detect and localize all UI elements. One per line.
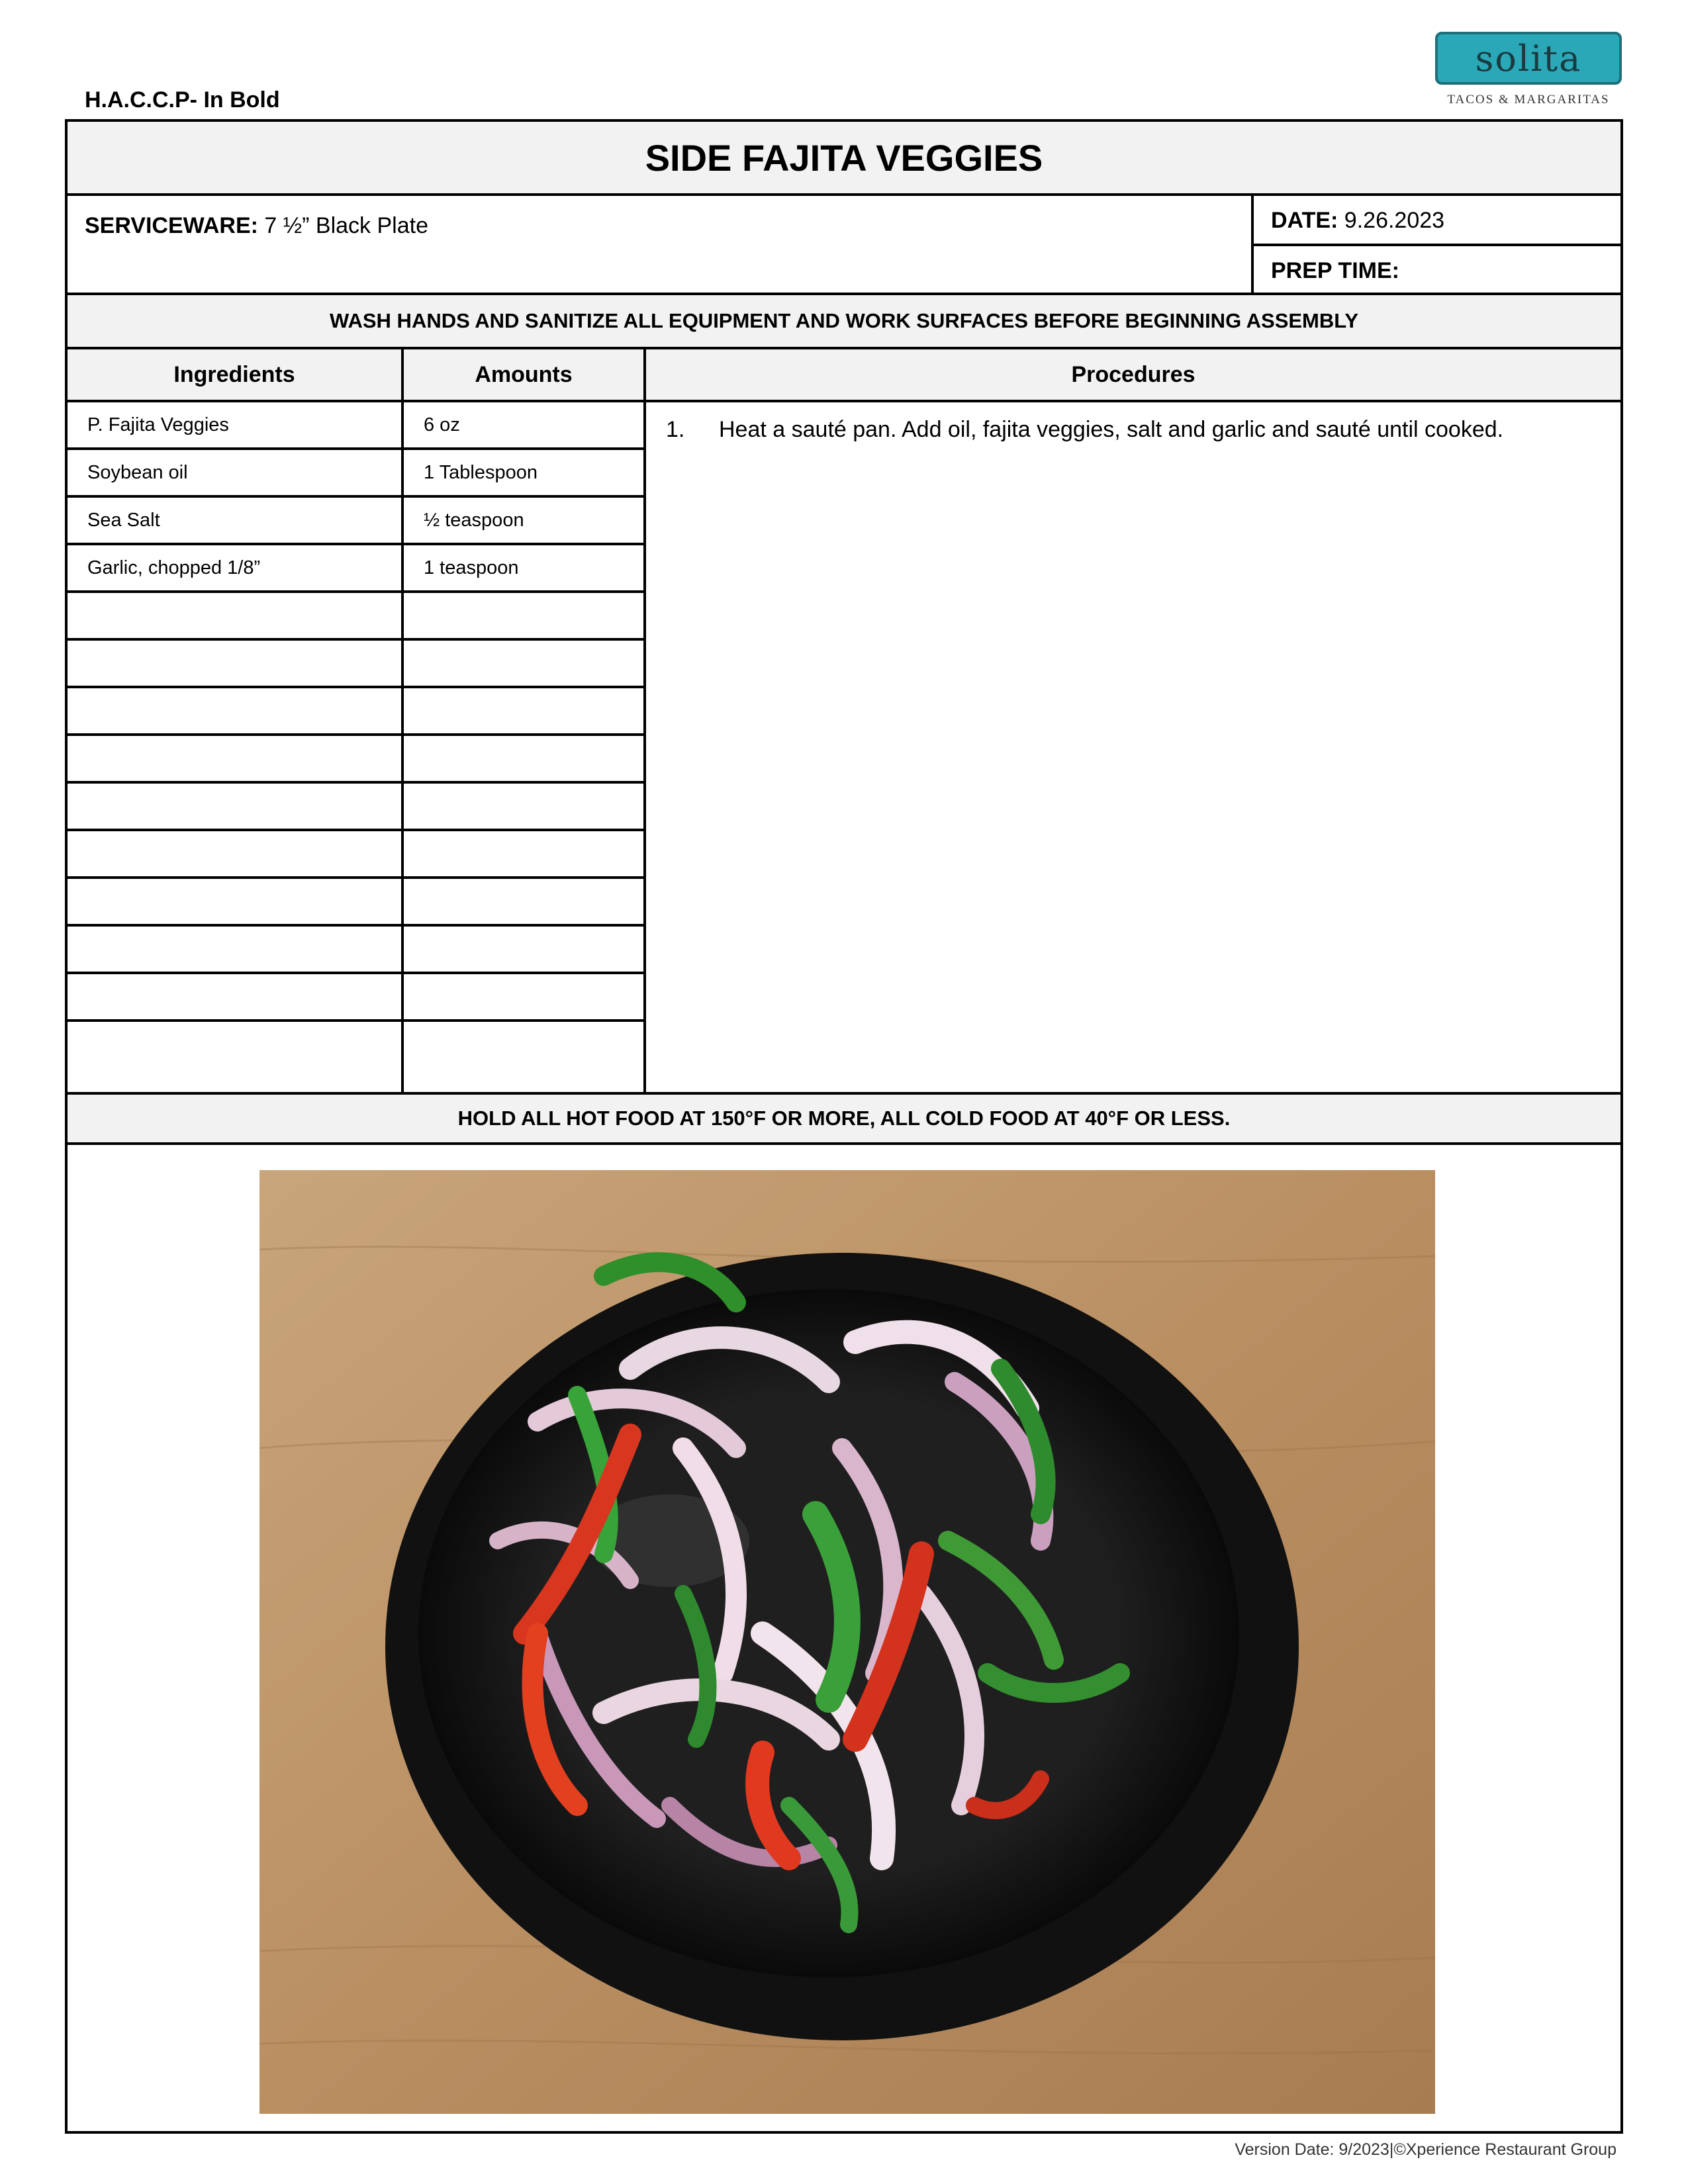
prep-time-label: PREP TIME: — [1271, 258, 1399, 283]
procedures-cell — [646, 402, 1620, 1095]
ingredient-cell: Soybean oil — [68, 450, 404, 498]
amount-cell — [404, 688, 646, 736]
ingredient-cell — [68, 974, 404, 1022]
prep-time-cell — [1254, 246, 1620, 295]
hold-temperature-notice: HOLD ALL HOT FOOD AT 150°F OR MORE, ALL COLD FOOD AT 40°F OR LESS. — [68, 1095, 1620, 1145]
ingredient-cell — [68, 831, 404, 879]
amount-cell — [404, 879, 646, 927]
amount-cell — [404, 736, 646, 784]
ingredient-cell: Sea Salt — [68, 498, 404, 545]
procedure-step-text: Heat a sauté pan. Add oil, fajita veggies, salt and garlic and sauté until cooked. — [719, 417, 1504, 442]
amount-cell — [404, 1022, 646, 1095]
serviceware-cell — [68, 196, 1254, 295]
haccp-note: H.A.C.C.P- In Bold — [85, 87, 280, 113]
ingredient-cell — [68, 593, 404, 641]
date-label: DATE: — [1271, 208, 1338, 233]
amount-cell — [404, 831, 646, 879]
ingredient-cell — [68, 641, 404, 688]
ingredient-cell — [68, 736, 404, 784]
recipe-title: SIDE FAJITA VEGGIES — [68, 122, 1620, 196]
wash-hands-notice: WASH HANDS AND SANITIZE ALL EQUIPMENT AND WORK SURFACES BEFORE BEGINNING ASSEMBLY — [68, 295, 1620, 349]
ingredient-cell: P. Fajita Veggies — [68, 402, 404, 450]
ingredient-cell — [68, 1022, 404, 1095]
amount-cell — [404, 974, 646, 1022]
amount-cell — [404, 927, 646, 974]
amounts-header: Amounts — [404, 349, 646, 402]
procedure-step-number: 1. — [666, 417, 685, 442]
logo-wordmark: solita — [1475, 37, 1582, 79]
ingredients-header: Ingredients — [68, 349, 404, 402]
amount-cell — [404, 784, 646, 831]
ingredient-cell — [68, 688, 404, 736]
ingredient-cell: Garlic, chopped 1/8” — [68, 545, 404, 593]
amount-cell: 1 teaspoon — [404, 545, 646, 593]
procedure-step — [666, 417, 1601, 443]
logo-tagline: TACOS & MARGARITAS — [1447, 93, 1610, 107]
amount-cell — [404, 641, 646, 688]
amount-cell: 6 oz — [404, 402, 646, 450]
amount-cell — [404, 593, 646, 641]
recipe-card — [65, 119, 1623, 2134]
logo-badge — [1435, 32, 1622, 85]
serviceware-value: 7 ½” Black Plate — [258, 213, 428, 238]
ingredient-cell — [68, 927, 404, 974]
ingredient-cell — [68, 784, 404, 831]
amount-cell: 1 Tablespoon — [404, 450, 646, 498]
date-value: 9.26.2023 — [1338, 208, 1445, 233]
serviceware-label: SERVICEWARE: — [85, 213, 258, 238]
ingredient-cell — [68, 879, 404, 927]
solita-logo — [1435, 32, 1622, 114]
date-cell — [1254, 196, 1620, 246]
version-footer: Version Date: 9/2023|©Xperience Restaurant Group — [1235, 2140, 1617, 2159]
procedures-header: Procedures — [646, 349, 1620, 402]
amount-cell: ½ teaspoon — [404, 498, 646, 545]
fajita-veggies-photo — [259, 1170, 1435, 2114]
